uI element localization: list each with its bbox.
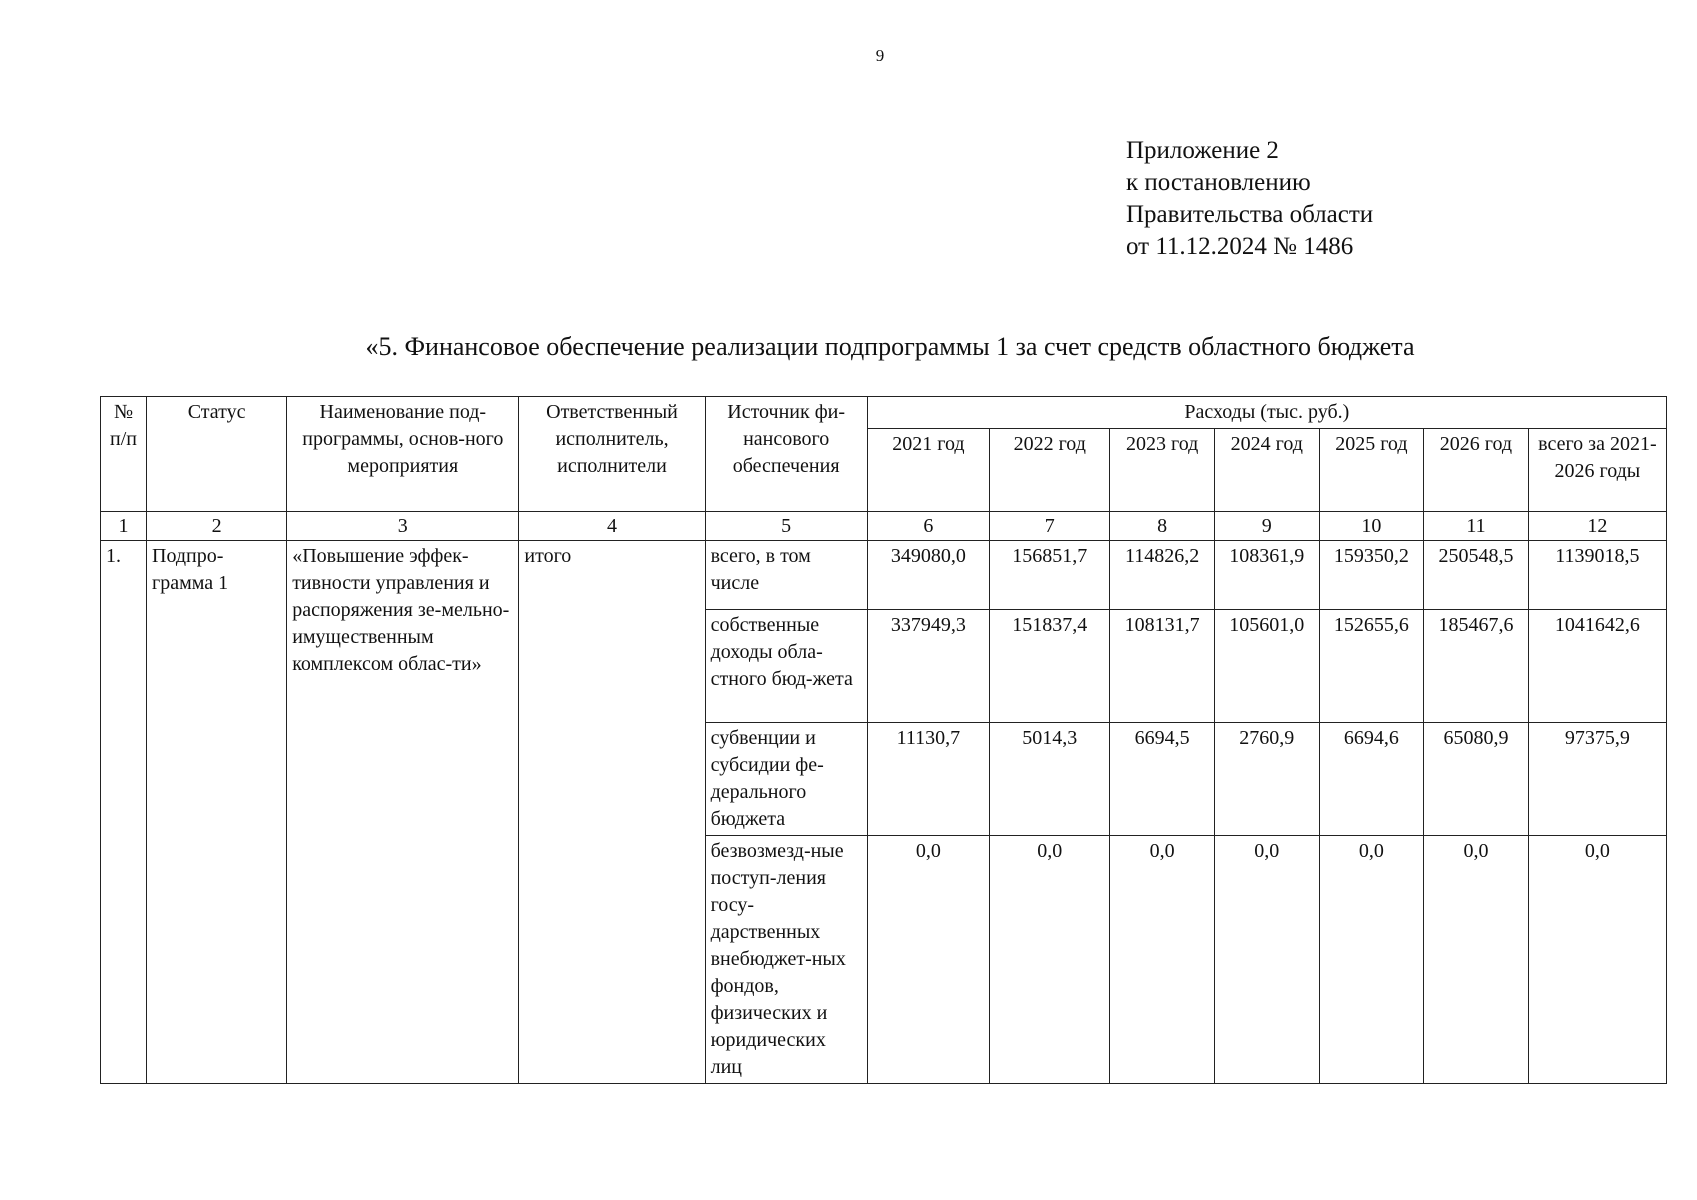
appendix-line: к постановлению [1126,169,1311,196]
column-number: 1 [101,512,147,541]
header-num: № п/п [101,397,147,512]
value-cell: 0,0 [867,836,989,1084]
column-number: 9 [1214,512,1319,541]
header-year: 2022 год [990,429,1110,512]
table-row [101,541,1667,610]
source-label: всего, в том числе [705,541,867,610]
column-number: 4 [519,512,705,541]
column-number: 2 [147,512,287,541]
value-cell: 11130,7 [867,723,989,836]
value-cell: 349080,0 [867,541,989,610]
value-cell: 0,0 [1110,836,1215,1084]
appendix-line: Правительства области [1126,201,1374,228]
source-label: субвенции и субсидии фе-дерального бюджета [705,723,867,836]
row-status: Подпро-грамма 1 [147,541,287,1084]
value-cell: 5014,3 [990,723,1110,836]
value-cell: 151837,4 [990,610,1110,723]
header-total: всего за 2021-2026 годы [1528,429,1666,512]
column-number: 12 [1528,512,1666,541]
column-number: 6 [867,512,989,541]
value-cell: 0,0 [1214,836,1319,1084]
value-cell: 250548,5 [1424,541,1529,610]
row-num: 1. [101,541,147,1084]
total-cell: 1139018,5 [1528,541,1666,610]
total-cell: 1041642,6 [1528,610,1666,723]
document-title: «5. Финансовое обеспечение реализации подпрограммы 1 за счет средств областного бюджета [365,332,1415,361]
value-cell: 0,0 [1319,836,1424,1084]
page-number: 9 [875,46,885,65]
header-status: Статус [147,397,287,512]
header-year: 2021 год [867,429,989,512]
value-cell: 6694,6 [1319,723,1424,836]
value-cell: 152655,6 [1319,610,1424,723]
value-cell: 65080,9 [1424,723,1529,836]
appendix-block [1126,135,1373,263]
value-cell: 108131,7 [1110,610,1215,723]
appendix-line: Приложение 2 [1126,137,1279,164]
value-cell: 105601,0 [1214,610,1319,723]
value-cell: 159350,2 [1319,541,1424,610]
value-cell: 185467,6 [1424,610,1529,723]
value-cell: 156851,7 [990,541,1110,610]
value-cell: 2760,9 [1214,723,1319,836]
row-responsible: итого [519,541,705,1084]
column-number: 8 [1110,512,1215,541]
header-year: 2024 год [1214,429,1319,512]
value-cell: 6694,5 [1110,723,1215,836]
appendix-line: от 11.12.2024 № 1486 [1126,233,1354,260]
total-cell: 97375,9 [1528,723,1666,836]
source-label: собственные доходы обла-стного бюд-жета [705,610,867,723]
value-cell: 108361,9 [1214,541,1319,610]
header-year: 2025 год [1319,429,1424,512]
value-cell: 0,0 [1424,836,1529,1084]
header-source: Источник фи-нансового обеспечения [705,397,867,512]
row-name: «Повышение эффек-тивности управления и распоряжения зе-мельно-имущественным комплексом облас-ти» [287,541,519,1084]
header-year: 2026 год [1424,429,1529,512]
value-cell: 0,0 [990,836,1110,1084]
column-number: 5 [705,512,867,541]
header-row [101,397,1667,429]
header-expenses: Расходы (тыс. руб.) [867,397,1666,429]
header-year: 2023 год [1110,429,1215,512]
column-number: 7 [990,512,1110,541]
column-numbers-row [101,512,1667,541]
financing-table [100,396,1667,1084]
header-responsible: Ответственный исполнитель, исполнители [519,397,705,512]
source-label: безвозмезд-ные поступ-ления госу-дарственных внебюджет-ных фондов, физических и юридических лиц [705,836,867,1084]
column-number: 11 [1424,512,1529,541]
total-cell: 0,0 [1528,836,1666,1084]
value-cell: 114826,2 [1110,541,1215,610]
column-number: 3 [287,512,519,541]
column-number: 10 [1319,512,1424,541]
value-cell: 337949,3 [867,610,989,723]
header-name: Наименование под-программы, основ-ного мероприятия [287,397,519,512]
